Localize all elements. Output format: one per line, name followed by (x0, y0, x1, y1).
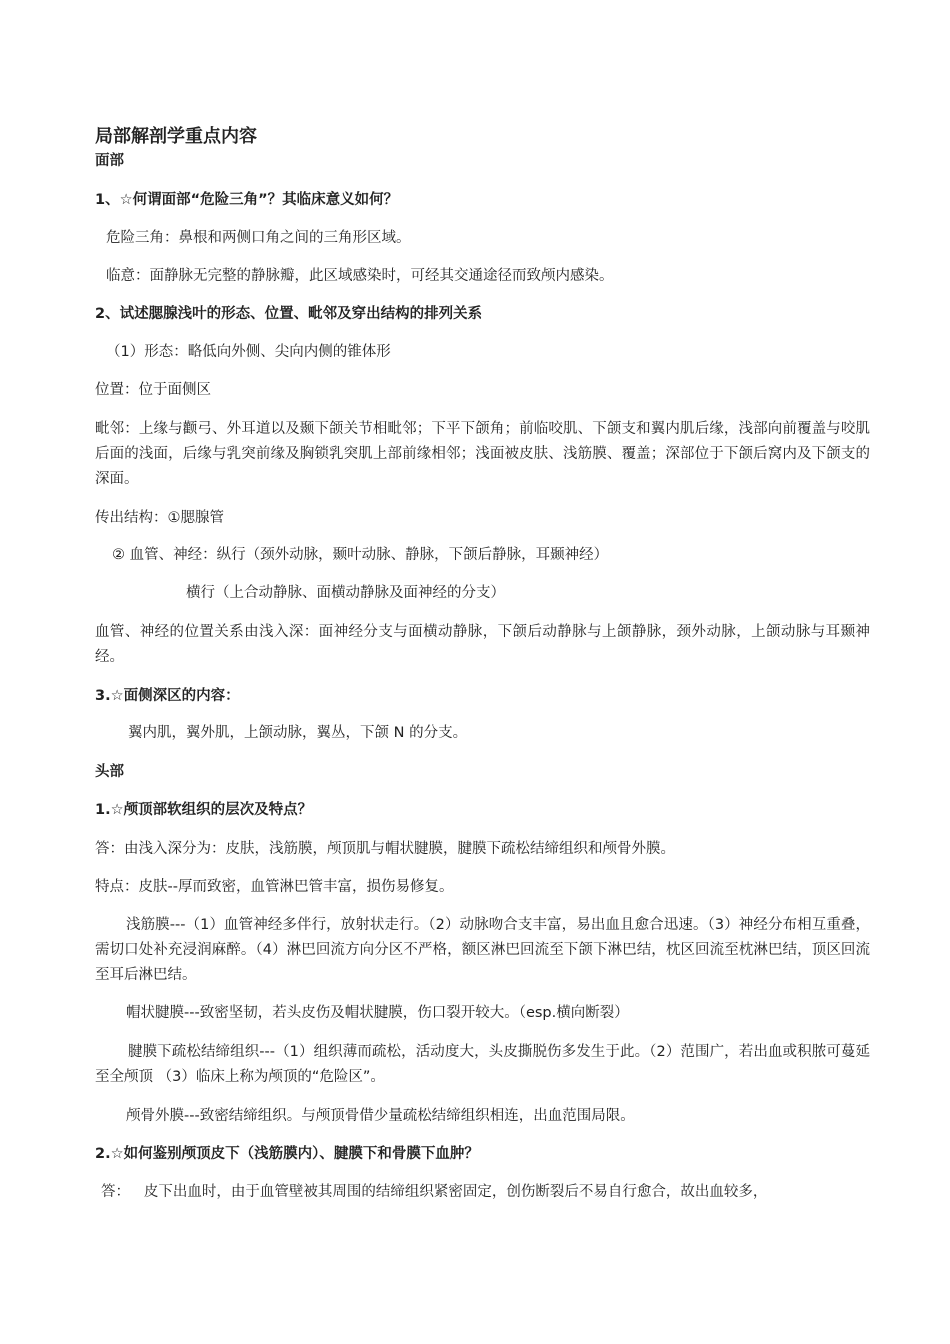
answer-paragraph: 横行（上合动静脉、面横动静脉及面神经的分支） (186, 585, 505, 601)
answer-paragraph: 颅骨外膜---致密结缔组织。与颅顶骨借少量疏松结缔组织相连，出血范围局限。 (126, 1108, 635, 1124)
answer-paragraph: 毗邻：上缘与颧弓、外耳道以及颞下颌关节相毗邻；下平下颌角；前临咬肌、下颌支和翼内肌后缘，浅部向前覆盖与咬肌后面的浅面，后缘与乳突前缘及胸锁乳突肌上部前缘相邻；浅面被皮肤、浅筋膜、覆盖；深部位于下颌后窝内及下颌支的深面。 (95, 421, 870, 487)
answer-paragraph: 答：由浅入深分为：皮肤，浅筋膜，颅顶肌与帽状腱膜，腱膜下疏松结缔组织和颅骨外膜。 (95, 841, 675, 857)
answer-paragraph: 临意：面静脉无完整的静脉瓣，此区域感染时，可经其交通途径而致颅内感染。 (106, 268, 614, 284)
answer-paragraph: 答： 皮下出血时，由于血管壁被其周围的结缔组织紧密固定，创伤断裂后不易自行愈合，故出血较多， (101, 1184, 768, 1200)
answer-paragraph: 腱膜下疏松结缔组织---（1）组织薄而疏松，活动度大，头皮撕脱伤多发生于此。（2）范围广，若出血或积脓可蔓延至全颅顶 （3）临床上称为颅顶的“危险区”。 (95, 1044, 870, 1085)
question-h1: 1.☆颅顶部软组织的层次及特点？ (95, 802, 313, 818)
section-heading-head: 头部 (95, 764, 124, 780)
answer-paragraph: ② 血管、神经：纵行（颈外动脉，颞叶动脉、静脉，下颌后静脉，耳颞神经） (112, 547, 609, 563)
answer-paragraph: 翼内肌，翼外肌，上颌动脉，翼丛，下颌 N 的分支。 (128, 725, 468, 741)
question-1: 1、☆何谓面部“危险三角”？其临床意义如何？ (95, 192, 399, 208)
question-3: 3.☆面侧深区的内容： (95, 688, 240, 704)
question-2: 2、试述腮腺浅叶的形态、位置、毗邻及穿出结构的排列关系 (95, 306, 483, 322)
answer-paragraph: 帽状腱膜---致密坚韧，若头皮伤及帽状腱膜，伤口裂开较大。（esp.横向断裂） (126, 1005, 629, 1021)
question-h2: 2.☆如何鉴别颅顶皮下（浅筋膜内）、腱膜下和骨膜下血肿？ (95, 1146, 479, 1162)
answer-paragraph: 危险三角：鼻根和两侧口角之间的三角形区域。 (106, 230, 411, 246)
section-heading-face: 面部 (95, 153, 124, 169)
answer-paragraph: 位置：位于面侧区 (95, 382, 211, 398)
answer-paragraph: 传出结构：①腮腺管 (95, 510, 224, 526)
answer-paragraph: 血管、神经的位置关系由浅入深：面神经分支与面横动静脉，下颌后动静脉与上颌静脉，颈外动脉，上颌动脉与耳颞神经。 (95, 624, 870, 665)
answer-paragraph: 浅筋膜---（1）血管神经多伴行，放射状走行。（2）动脉吻合支丰富，易出血且愈合迅速。（3）神经分布相互重叠，需切口处补充浸润麻醉。（4）淋巴回流方向分区不严格，额区淋巴回流至下颌下淋巴结，枕区回流至枕淋巴结，顶区回流至耳后淋巴结。 (95, 917, 870, 983)
answer-paragraph: 特点：皮肤--厚而致密，血管淋巴管丰富，损伤易修复。 (95, 879, 454, 895)
answer-paragraph: （1）形态：略低向外侧、尖向内侧的锥体形 (106, 344, 391, 360)
doc-title: 局部解剖学重点内容 (95, 126, 257, 147)
